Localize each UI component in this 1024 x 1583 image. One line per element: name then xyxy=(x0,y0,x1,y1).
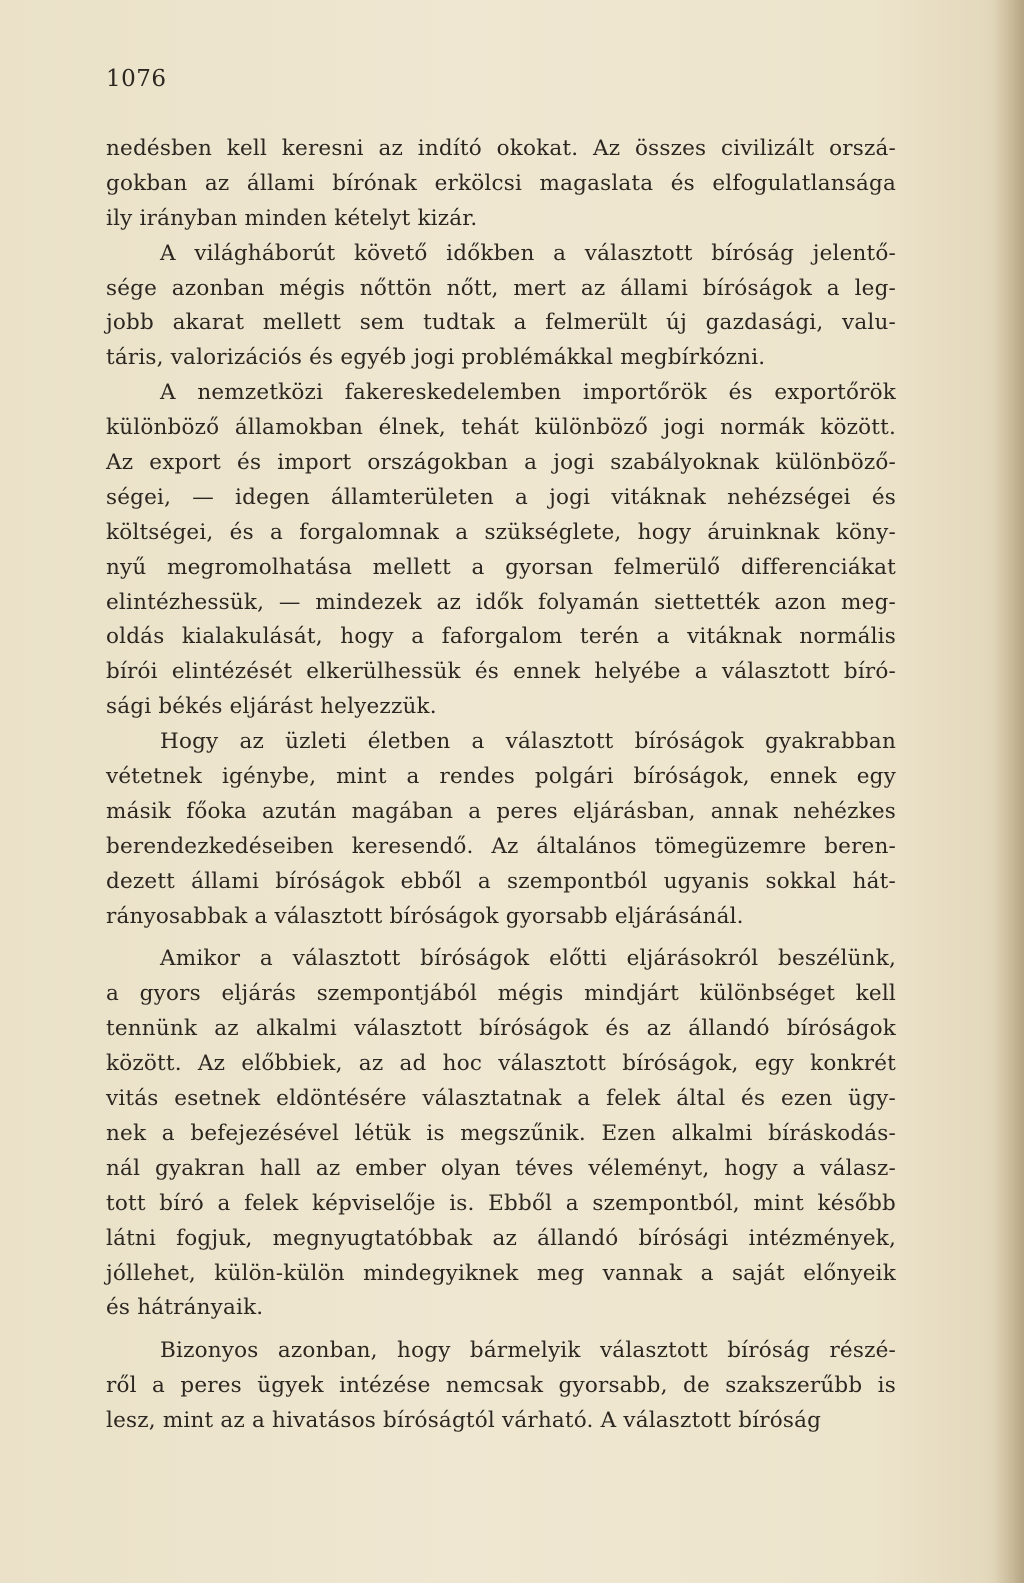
text-line: jóllehet, külön-külön mindegyiknek meg vannak a saját előnyeik xyxy=(106,1260,896,1286)
paragraph xyxy=(106,376,896,725)
text-line: vétetnek igénybe, mint a rendes polgári bíróságok, ennek egy xyxy=(106,764,896,790)
body-text xyxy=(106,132,896,1439)
text-line: tennünk az alkalmi választott bíróságok és az állandó bíróságok xyxy=(106,1016,896,1042)
text-line: másik főoka azután magában a peres eljárásban, annak nehézkes xyxy=(106,798,896,824)
text-line: között. Az előbbiek, az ad hoc választott bíróságok, egy konkrét xyxy=(106,1051,896,1077)
text-line: nedésben kell keresni az indító okokat. Az összes civilizált orszá- xyxy=(106,136,896,161)
text-line: Az export és import országokban a jogi szabályoknak különböző- xyxy=(106,450,896,476)
text-line: a gyors eljárás szempontjából mégis mindjárt különbséget kell xyxy=(106,981,896,1007)
text-line: táris, valorizációs és egyéb jogi problémákkal megbírkózni. xyxy=(106,345,766,371)
text-line: különböző államokban élnek, tehát különböző jogi normák között. xyxy=(106,415,896,441)
text-line: ségei, — idegen államterületen a jogi vitáknak nehézségei és xyxy=(106,484,896,510)
text-line: berendezkedéseiben keresendő. Az általános tömegüzemre beren- xyxy=(106,833,896,859)
text-line: dezett állami bíróságok ebből a szempontból ugyanis sokkal hát- xyxy=(106,868,896,894)
text-line: gokban az állami bírónak erkölcsi magaslata és elfogulatlansága xyxy=(106,170,896,196)
page-number: 1076 xyxy=(106,66,167,92)
text-line: jobb akarat mellett sem tudtak a felmerült új gazdasági, valu- xyxy=(106,310,896,336)
paragraph xyxy=(106,237,896,377)
text-line: Amikor a választott bíróságok előtti eljárásokról beszélünk, xyxy=(160,946,896,972)
text-line: oldás kialakulását, hogy a faforgalom terén a vitáknak normális xyxy=(106,624,896,650)
text-line: ről a peres ügyek intézése nemcsak gyorsabb, de szakszerűbb is xyxy=(106,1373,896,1399)
paragraph xyxy=(106,132,896,237)
text-line: látni fogjuk, megnyugtatóbbak az állandó bírósági intézmények, xyxy=(106,1225,896,1251)
text-line: sége azonban mégis nőttön nőtt, mert az állami bíróságok a leg- xyxy=(106,275,896,301)
text-line: A nemzetközi fakereskedelemben importőrök és exportőrök xyxy=(160,380,896,406)
text-line: Bizonyos azonban, hogy bármelyik választott bíróság részé- xyxy=(160,1338,896,1364)
paragraph xyxy=(106,1334,896,1439)
text-line: bírói elintézését elkerülhessük és ennek helyébe a választott bíró- xyxy=(106,659,896,685)
text-line: lesz, mint az a hivatásos bíróságtól várható. A választott bíróság xyxy=(106,1408,822,1434)
text-line: és hátrányaik. xyxy=(106,1295,264,1321)
text-line: költségei, és a forgalomnak a szükséglete, hogy áruinknak köny- xyxy=(106,519,896,545)
page-edge-shadow xyxy=(994,0,1024,1583)
text-line: ily irányban minden kételyt kizár. xyxy=(106,205,478,231)
text-line: A világháborút követő időkben a választott bíróság jelentő- xyxy=(160,240,896,266)
text-line: vitás esetnek eldöntésére választatnak a felek által és ezen ügy- xyxy=(106,1086,896,1112)
text-line: nek a befejezésével létük is megszűnik. Ezen alkalmi bíráskodás- xyxy=(106,1120,896,1146)
text-line: elintézhessük, — mindezek az idők folyamán siettették azon meg- xyxy=(106,589,896,615)
text-line: sági békés eljárást helyezzük. xyxy=(106,694,437,720)
paragraph xyxy=(106,942,896,1326)
text-line: nyű megromolhatása mellett a gyorsan felmerülő differenciákat xyxy=(106,554,896,580)
text-line: Hogy az üzleti életben a választott bíróságok gyakrabban xyxy=(160,729,896,755)
text-line: rányosabbak a választott bíróságok gyorsabb eljárásánál. xyxy=(106,903,744,929)
paragraph xyxy=(106,725,896,934)
text-line: nál gyakran hall az ember olyan téves véleményt, hogy a válasz- xyxy=(106,1155,896,1181)
text-line: tott bíró a felek képviselője is. Ebből a szempontból, mint később xyxy=(106,1190,896,1216)
